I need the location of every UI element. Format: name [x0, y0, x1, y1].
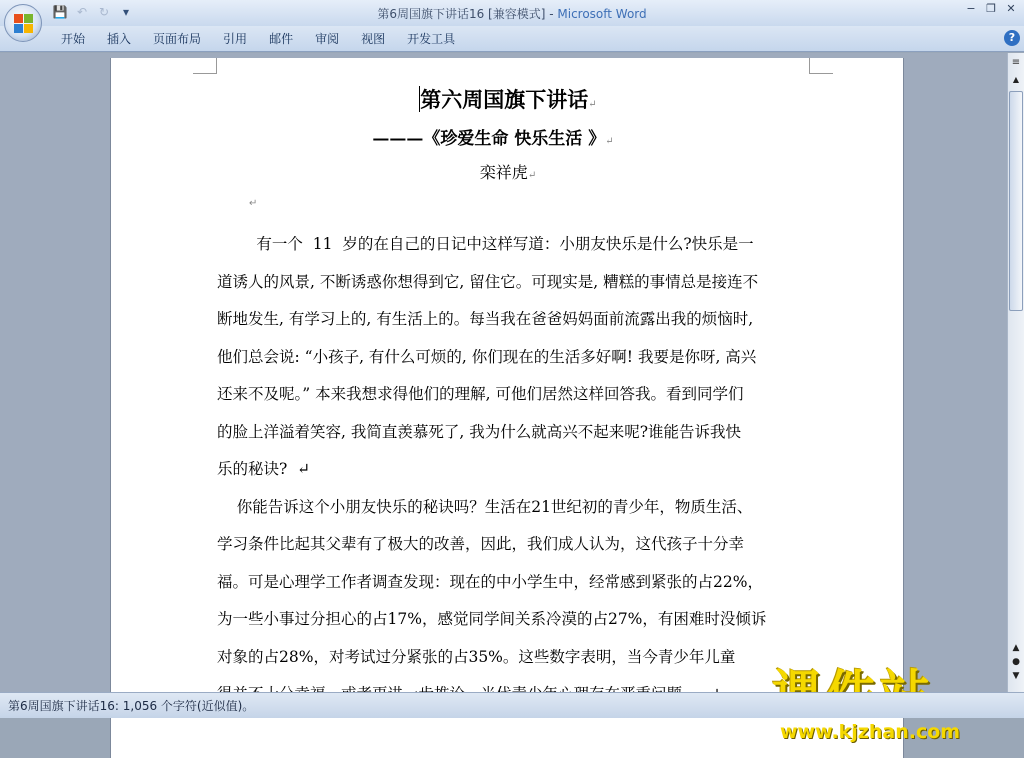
document-author-text: 栾祥虎 [479, 163, 528, 182]
text-line: 还来不及呢。” 本来我想求得他们的理解, 可他们居然这样回答我。看到同学们 [217, 385, 744, 403]
text-line: 学习条件比起其父辈有了极大的改善，因此，我们成人认为，这代孩子十分幸 [217, 535, 745, 553]
vertical-scrollbar[interactable] [1007, 53, 1024, 692]
crop-mark [193, 58, 217, 74]
tab-page-layout[interactable]: 页面布局 [153, 32, 202, 46]
scroll-thumb[interactable] [1009, 91, 1023, 311]
text-line: 为一些小事过分担心的占17%，感觉同学间关系冷漠的占27%，有困难时没倾诉 [217, 610, 767, 628]
text-line: 有一个 11 岁的在自己的日记中这样写道：小朋友快乐是什么?快乐是一 [217, 235, 754, 253]
document-subtitle-text: ———《珍爱生命 快乐生活 》 [372, 129, 606, 149]
text-line: 你能告诉这个小朋友快乐的秘诀吗？生活在21世纪初的青少年，物质生活、 [217, 497, 753, 516]
text-line: 对象的占28%，对考试过分紧张的占35%。这些数字表明，当今青少年儿童 [217, 647, 736, 666]
application-name: Microsoft Word [557, 7, 647, 21]
document-body[interactable] [217, 226, 813, 714]
text-line: 福。可是心理学工作者调查发现：现在的中小学生中，经常感到紧张的占22%， [217, 572, 763, 591]
document-author[interactable] [111, 160, 905, 183]
crop-mark [809, 58, 833, 74]
text-line: 乐的秘诀? ↵ [217, 460, 311, 478]
document-title-text: 第六周国旗下讲话 [420, 87, 589, 112]
text-line: 他们总会说: “小孩子, 有什么可烦的, 你们现在的生活多好啊! 我要是你呀, 高兴 [217, 347, 757, 366]
restore-icon[interactable]: ❐ [986, 2, 996, 15]
title-bar [0, 0, 1024, 26]
paragraph-mark: ↵ [588, 99, 597, 110]
office-button[interactable] [4, 4, 42, 42]
next-page-icon[interactable]: ▼ [1012, 671, 1020, 681]
view-ruler-icon[interactable]: ≡ [1011, 57, 1021, 68]
window-title [0, 5, 1024, 22]
text-line: 断地发生, 有学习上的, 有生活上的。每当我在爸爸妈妈面前流露出我的烦恼时, [217, 310, 754, 328]
office-logo-icon [14, 14, 33, 33]
customize-icon[interactable]: ▾ [122, 5, 130, 19]
tab-home[interactable]: 开始 [61, 32, 86, 46]
tab-references[interactable]: 引用 [223, 32, 248, 46]
tab-insert[interactable]: 插入 [107, 32, 132, 46]
window-controls [964, 2, 1018, 16]
previous-page-icon[interactable]: ▲ [1012, 643, 1020, 653]
minimize-icon[interactable]: − [966, 2, 976, 15]
undo-icon[interactable]: ↶ [76, 5, 88, 19]
watermark-url: www.kjzhan.com [780, 721, 961, 743]
ribbon-tabs [50, 31, 466, 47]
tab-developer[interactable]: 开发工具 [407, 32, 456, 46]
tab-mailings[interactable]: 邮件 [269, 32, 294, 46]
status-word-count[interactable]: 第6周国旗下讲话16: 1,056 个字符(近似值)。 [8, 699, 255, 713]
document-title[interactable] [111, 84, 905, 114]
text-line: 的脸上洋溢着笑容, 我简直羡慕死了, 我为什么就高兴不起来呢?谁能告诉我快 [217, 422, 742, 441]
tab-view[interactable]: 视图 [361, 32, 386, 46]
tab-review[interactable]: 审阅 [315, 32, 340, 46]
close-icon[interactable]: ✕ [1006, 2, 1016, 15]
empty-paragraph[interactable]: ↵ [249, 198, 258, 209]
help-icon[interactable]: ? [1004, 30, 1020, 46]
status-bar [0, 692, 1024, 718]
document-subtitle[interactable] [111, 124, 905, 149]
document-name: 第6周国旗下讲话16 [兼容模式] - [377, 7, 558, 21]
ribbon [0, 26, 1024, 52]
redo-icon[interactable]: ↻ [98, 5, 110, 19]
paragraph-mark: ↵ [605, 136, 614, 147]
document-page[interactable] [110, 58, 904, 758]
select-browse-object-icon[interactable]: ● [1012, 657, 1020, 667]
scroll-up-icon[interactable]: ▲ [1012, 75, 1020, 84]
save-icon[interactable]: 💾 [52, 5, 68, 19]
browse-buttons [1009, 641, 1023, 683]
paragraph-mark: ↵ [527, 170, 537, 181]
text-line: 道诱人的风景, 不断诱惑你想得到它, 留住它。可现实是, 糟糕的事情总是接连不 [217, 272, 759, 291]
